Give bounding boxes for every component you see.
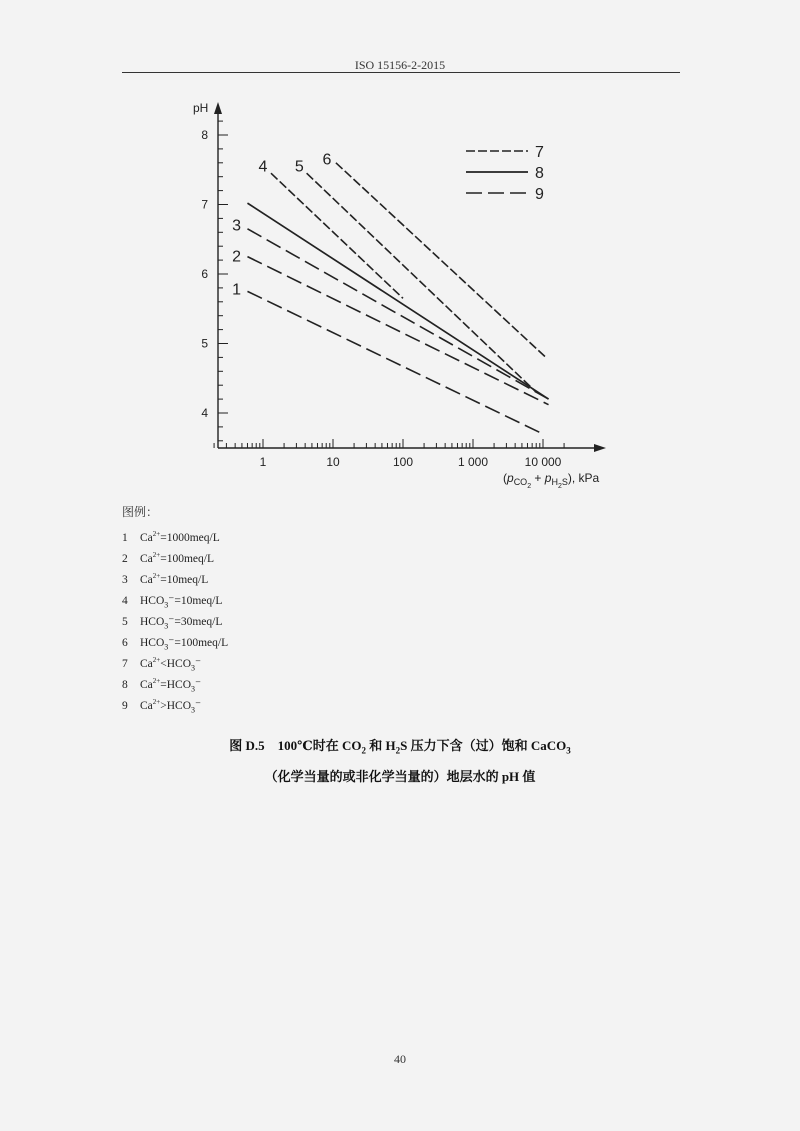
legend-item-8: 8 $Ca^{2+}=HCO_3^-$ <box>122 677 202 694</box>
x-tick-label: 100 <box>392 455 414 469</box>
series-label-6: 6 <box>322 151 332 169</box>
legend-item-9: 9 $Ca^{2+}>HCO_3^-$ <box>122 698 202 715</box>
ph-chart <box>0 0 800 500</box>
chart-series <box>247 163 548 433</box>
y-tick-label: 4 <box>201 406 208 420</box>
x-tick-label: 10 <box>326 455 340 469</box>
series-label-4: 4 <box>258 158 268 176</box>
legend-item-number: 5 <box>122 616 128 628</box>
key-label-9: 9 <box>535 186 544 203</box>
x-axis-label: $(p_{CO2} + p_{H2}^S)$, kPa <box>503 471 600 490</box>
figure-caption-line-1: 图 D.5 100℃时在 $CO_2$ 和 $H_2S$ 压力下含（过）饱和 CaCO$_3$ <box>229 738 571 756</box>
x-tick-label: 10 000 <box>524 455 562 469</box>
legend-title: 图例： <box>122 505 159 519</box>
legend-item-number: 7 <box>122 658 128 670</box>
legend-item-number: 1 <box>122 531 128 544</box>
series-label-5: 5 <box>294 158 304 176</box>
x-tick-label: 1 000 <box>457 455 489 469</box>
y-tick-label: 7 <box>201 197 208 212</box>
series-line-1 <box>247 291 539 432</box>
series-label-3: 3 <box>232 217 242 235</box>
legend-item-2: 2 $Ca^{2+}=100meq/L$ <box>122 551 214 565</box>
key-label-8: 8 <box>535 165 544 182</box>
legend-item-3: 3 $Ca^{2+}=10meq/L$ <box>122 572 209 586</box>
x-axis-arrow <box>594 444 606 452</box>
chart-key <box>466 144 544 203</box>
figure-caption-line-2: （化学当量的或非化学当量的）地层水的 pH 值 <box>264 769 536 784</box>
series-line-unlabeled-solid <box>247 203 548 399</box>
series-label-1: 1 <box>232 281 242 299</box>
legend-item-7: 7 $Ca^{2+}<HCO_3^-$ <box>122 656 202 673</box>
x-tick-label: 1 <box>259 455 267 469</box>
y-tick-label: 8 <box>201 128 208 142</box>
page-number: 40 <box>394 1052 406 1066</box>
legend-item-number: 4 <box>122 595 128 607</box>
legend-item-5: 5 $HCO_3^-=30meq/L$ <box>122 616 223 631</box>
y-tick-label: 5 <box>201 336 208 351</box>
legend-item-4: 4 $HCO_3^-=10meq/L$ <box>122 595 223 610</box>
y-tick-label: 6 <box>201 267 208 281</box>
y-axis-label: pH <box>193 101 209 115</box>
key-label-7: 7 <box>535 144 544 161</box>
chart-axes <box>214 102 606 452</box>
legend-item-1: 1 $Ca^{2+}=1000meq/L$ <box>122 530 220 544</box>
legend-item-number: 3 <box>122 573 128 586</box>
legend-list <box>122 530 228 719</box>
document-header: ISO 15156-2-2015 <box>354 58 446 72</box>
legend-item-number: 6 <box>122 637 128 649</box>
series-label-2: 2 <box>232 248 242 266</box>
legend-item-number: 2 <box>122 552 128 565</box>
legend-item-number: 9 <box>122 700 128 712</box>
legend-item-6: 6 $HCO_3^-=100meq/L$ <box>122 637 229 652</box>
series-line-2 <box>247 257 548 405</box>
series-line-5 <box>307 173 537 392</box>
y-axis-arrow <box>214 102 222 114</box>
legend-item-number: 8 <box>122 679 128 691</box>
